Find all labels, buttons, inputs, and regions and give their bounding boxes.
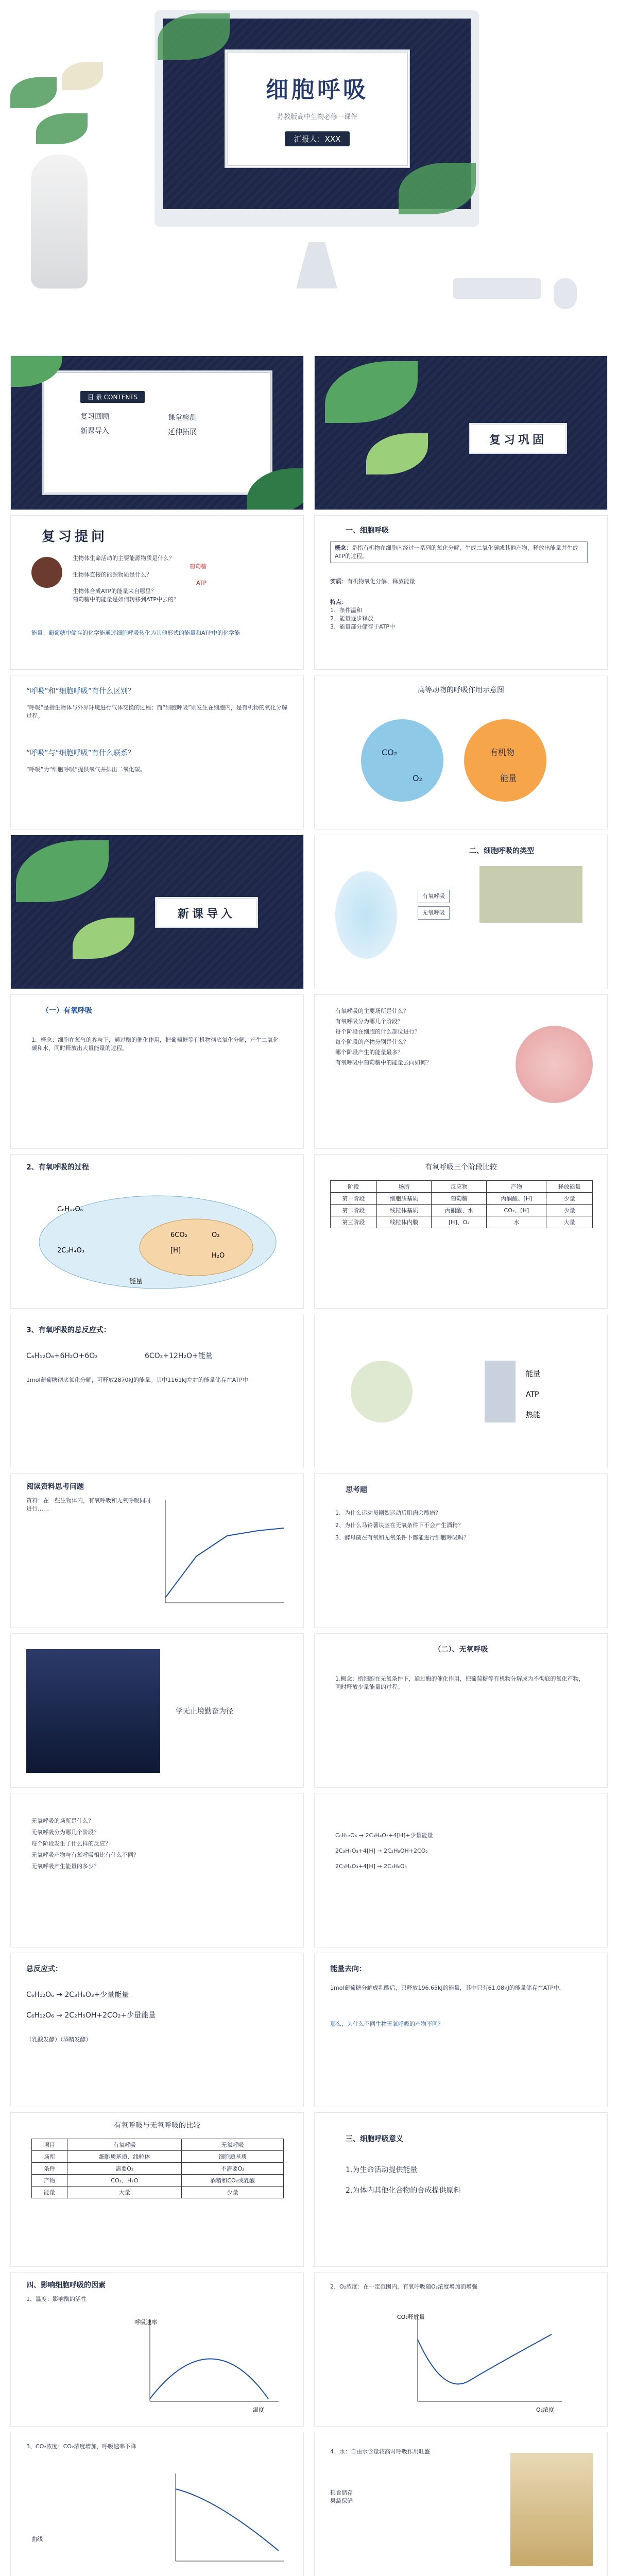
toc-item[interactable]: 复习回顾 xyxy=(80,413,109,421)
slide-contents: 目 录 CONTENTS 复习回顾 新课导入 课堂检测 延伸拓展 xyxy=(10,355,304,510)
slide-concept: 一、细胞呼吸 概念：是指有机物在细胞内经过一系列的氧化分解，生成二氧化碳或其他产物，释放出能量并生成ATP的过程。 实质：有机物氧化分解、释放能量 特点： 1、条件温和 2、能量逐步释放 3、能量部分储存于ATP中 xyxy=(314,515,608,670)
vase-image xyxy=(31,155,88,289)
fishbowl-image xyxy=(335,871,397,959)
cover-subtitle: 苏教版高中生物必修一课件 xyxy=(277,113,357,121)
slide-anaerobic-questions: 无氧呼吸的场所是什么？ 无氧呼吸分为哪几个阶段？ 每个阶段发生了什么样的反应？ 无氧呼吸产物与有氧呼吸相比有什么不同？ 无氧呼吸产生能量的多少？ xyxy=(10,1793,304,1947)
slide-review-title xyxy=(314,355,608,510)
toc-item[interactable]: 延伸拓展 xyxy=(168,428,197,436)
leaf-icon xyxy=(10,77,57,108)
slide-significance: 三、细胞呼吸意义 1.为生命活动提供能量 2.为体内其他化合物的合成提供原料 xyxy=(314,2112,608,2267)
cover-title: 细胞呼吸 xyxy=(266,77,369,103)
slide-types: 二、细胞呼吸的类型 有氧呼吸 无氧呼吸 xyxy=(314,835,608,989)
toc-item[interactable]: 课堂检测 xyxy=(168,414,197,422)
temperature-chart xyxy=(134,2314,289,2417)
slide-oxygen: 2、O₂浓度：在一定范围内，有氧呼吸随O₂浓度增加而增强 O₂浓度 CO₂释放量 xyxy=(314,2272,608,2427)
svg-text:O₂浓度: O₂浓度 xyxy=(536,2406,555,2413)
slide-think: 思考题 1、为什么运动员剧烈运动后肌肉会酸痛？ 2、为什么马铃薯块茎在无氧条件下不会产生酒精？ 3、酵母菌在有氧和无氧条件下都能进行细胞呼吸吗？ xyxy=(314,1473,608,1628)
svg-text:有机物: 有机物 xyxy=(490,748,515,757)
svg-text:能量: 能量 xyxy=(500,773,517,783)
section-title: 复习巩固 xyxy=(489,434,547,447)
oxygen-chart xyxy=(397,2309,572,2417)
cover-reporter: 汇报人：XXX xyxy=(285,131,350,146)
svg-text:O₂: O₂ xyxy=(212,1231,220,1239)
reading-chart xyxy=(155,1495,289,1613)
slide-review-questions: 复习提问 生物体生命活动的主要能源物质是什么？ 葡萄糖 生物体直接的能源物质是什么？ ATP 生物体合成ATP的能量来自哪里？ 葡萄糖中的能量是如何转移到ATP中去的？ 能量：葡萄糖中储存的化学能通过细胞呼吸转化为其他形式的能量和ATP中的化学能 xyxy=(10,515,304,670)
slide-title: 复习提问 xyxy=(42,529,108,545)
svg-text:C₆H₁₂O₆: C₆H₁₂O₆ xyxy=(57,1206,83,1213)
cover-section xyxy=(0,0,618,350)
svg-text:6CO₂: 6CO₂ xyxy=(170,1231,187,1239)
grain-photo xyxy=(510,2453,593,2566)
respiration-diagram xyxy=(335,704,588,817)
energy-diagram xyxy=(330,1330,593,1453)
slide-water: 4、水：自由水含量较高时呼吸作用旺盛 粮食储存 果蔬保鲜 xyxy=(314,2432,608,2576)
svg-text:ATP: ATP xyxy=(526,1391,539,1399)
mouse-image xyxy=(554,278,577,309)
person-icon xyxy=(31,557,62,588)
keyboard-image xyxy=(453,278,541,299)
slide-energy-destination: 能量去向： 1mol葡萄糖分解成乳酸后，只释放196.65kJ的能量，其中只有61.08kJ的能量储存在ATP中。 那么，为什么不同生物无氧呼吸的产物不同？ xyxy=(314,1953,608,2107)
svg-text:CO₂释放量: CO₂释放量 xyxy=(397,2314,425,2320)
slide-stage-table: 有氧呼吸三个阶段比较 阶段 场所 反应物 产物 释放能量 第一阶段 细胞质基质 葡萄糖 丙酮酸、[H] 少量 第二阶段 线粒体基质 丙酮酸、水 CO₂、[H] 少量 第三阶段 线粒体内膜 [H]、O₂ 水 大量 xyxy=(314,1154,608,1309)
slide-aerobic-concept: （一）有氧呼吸 1、概念：细胞在氧气的参与下，通过酶的催化作用，把葡萄糖等有机物彻底氧化分解，产生二氧化碳和水，同时释放出大量能量的过程。 xyxy=(10,994,304,1149)
slide-anaerobic-equations: C₆H₁₂O₆ → 2C₃H₄O₃+4[H]+少量能量 2C₃H₄O₃+4[H] → 2C₂H₅OH+2CO₂ 2C₃H₄O₃+4[H] → 2C₃H₆O₃ xyxy=(314,1793,608,1947)
svg-text:[H]: [H] xyxy=(170,1247,181,1255)
svg-text:能量: 能量 xyxy=(526,1370,540,1378)
slide-breath-difference: “呼吸”和“细胞呼吸”有什么区别？ “呼吸”是指生物体与外界环境进行气体交换的过程；而“细胞呼吸”则发生在细胞内，是有机物的氧化分解过程。 “呼吸”与“细胞呼吸”有什么联系？ “呼吸”为“细胞呼吸”提供氧气并排出二氧化碳。 xyxy=(10,675,304,829)
svg-text:O₂: O₂ xyxy=(413,773,423,783)
slide-compare-table: 有氧呼吸与无氧呼吸的比较 项目 有氧呼吸 无氧呼吸 场所 细胞质基质、线粒体 细胞质基质 条件 需要O₂ 不需要O₂ 产物 CO₂、H₂O 酒精和CO₂或乳酸 能量 大量 少量 xyxy=(10,2112,304,2267)
process-diagram xyxy=(26,1180,289,1299)
svg-text:温度: 温度 xyxy=(253,2406,264,2413)
compare-table: 项目 有氧呼吸 无氧呼吸 场所 细胞质基质、线粒体 细胞质基质 条件 需要O₂ 不需要O₂ 产物 CO₂、H₂O 酒精和CO₂或乳酸 能量 大量 少量 xyxy=(31,2139,284,2198)
athlete-photo xyxy=(26,1649,160,1773)
slide-reading: 阅读资料思考问题 资料：在一些生物体内，有氧呼吸和无氧呼吸同时进行…… xyxy=(10,1473,304,1628)
slide-total-equation: 3、有氧呼吸的总反应式： C₆H₁₂O₆+6H₂O+6O₂ 6CO₂+12H₂O+能量 1mol葡萄糖彻底氧化分解，可释放2870kJ的能量。其中1161kJ左右的能量储存在ATP中 xyxy=(10,1314,304,1468)
slide-temperature: 四、影响细胞呼吸的因素 1、温度：影响酶的活性 温度 呼吸速率 xyxy=(10,2272,304,2427)
monitor-image xyxy=(154,10,479,227)
slide-co2: 3、CO₂浓度：CO₂浓度增加，呼吸速率下降 曲线 xyxy=(10,2432,304,2576)
stage-table: 阶段 场所 反应物 产物 释放能量 第一阶段 细胞质基质 葡萄糖 丙酮酸、[H] 少量 第二阶段 线粒体基质 丙酮酸、水 CO₂、[H] 少量 第三阶段 线粒体内膜 [H]、O₂ 水 大量 xyxy=(330,1180,593,1228)
cover-card xyxy=(225,49,410,168)
mitochondria-image xyxy=(516,1026,593,1103)
slide-anaerobic-concept: （二）、无氧呼吸 1.概念：指细胞在无氧条件下，通过酶的催化作用，把葡萄糖等有机物分解成为不彻底的氧化产物，同时释放少量能量的过程。 xyxy=(314,1633,608,1788)
slide-new-lesson xyxy=(10,835,304,989)
svg-text:热能: 热能 xyxy=(526,1411,540,1419)
svg-text:2C₃H₄O₃: 2C₃H₄O₃ xyxy=(57,1247,84,1255)
svg-text:CO₂: CO₂ xyxy=(382,748,398,757)
slide-aerobic-process: 2、有氧呼吸的过程 C₆H₁₂O₆ 2C₃H₄O₃ 6CO₂ [H] O₂ H₂O 能量 xyxy=(10,1154,304,1309)
section-title-card xyxy=(469,423,567,454)
slide-respiration-diagram: 高等动物的呼吸作用示意图 CO₂ O₂ 有机物 能量 xyxy=(314,675,608,829)
note-text: 能量：葡萄糖中储存的化学能通过细胞呼吸转化为其他形式的能量和ATP中的化学能 xyxy=(31,630,241,636)
toc-item[interactable]: 新课导入 xyxy=(80,427,109,435)
co2-chart xyxy=(165,2468,289,2571)
slide-anaerobic-total: 总反应式： C₆H₁₂O₆ → 2C₃H₆O₃+少量能量 C₆H₁₂O₆ → 2C₂H₅OH+2CO₂+少量能量 （乳酸发酵）（酒精发酵） xyxy=(10,1953,304,2107)
leaf-icon xyxy=(36,113,88,144)
slide-energy-flow xyxy=(314,1314,608,1468)
flower-icon xyxy=(62,62,103,90)
photo-image xyxy=(479,866,582,923)
svg-text:H₂O: H₂O xyxy=(212,1252,225,1260)
svg-text:呼吸速率: 呼吸速率 xyxy=(134,2319,157,2326)
slide-athlete: 学无止境勤奋为径 xyxy=(10,1633,304,1788)
section-title: 新课导入 xyxy=(177,908,235,921)
svg-text:能量: 能量 xyxy=(129,1278,143,1285)
slide-aerobic-questions: 有氧呼吸的主要场所是什么？ 有氧呼吸分为哪几个阶段？ 每个阶段在细胞的什么部位进行？ 每个阶段的产物分别是什么？ 哪个阶段产生的能量最多？ 有氧呼吸中葡萄糖中的能量去向如何？ xyxy=(314,994,608,1149)
monitor-stand xyxy=(296,242,337,289)
